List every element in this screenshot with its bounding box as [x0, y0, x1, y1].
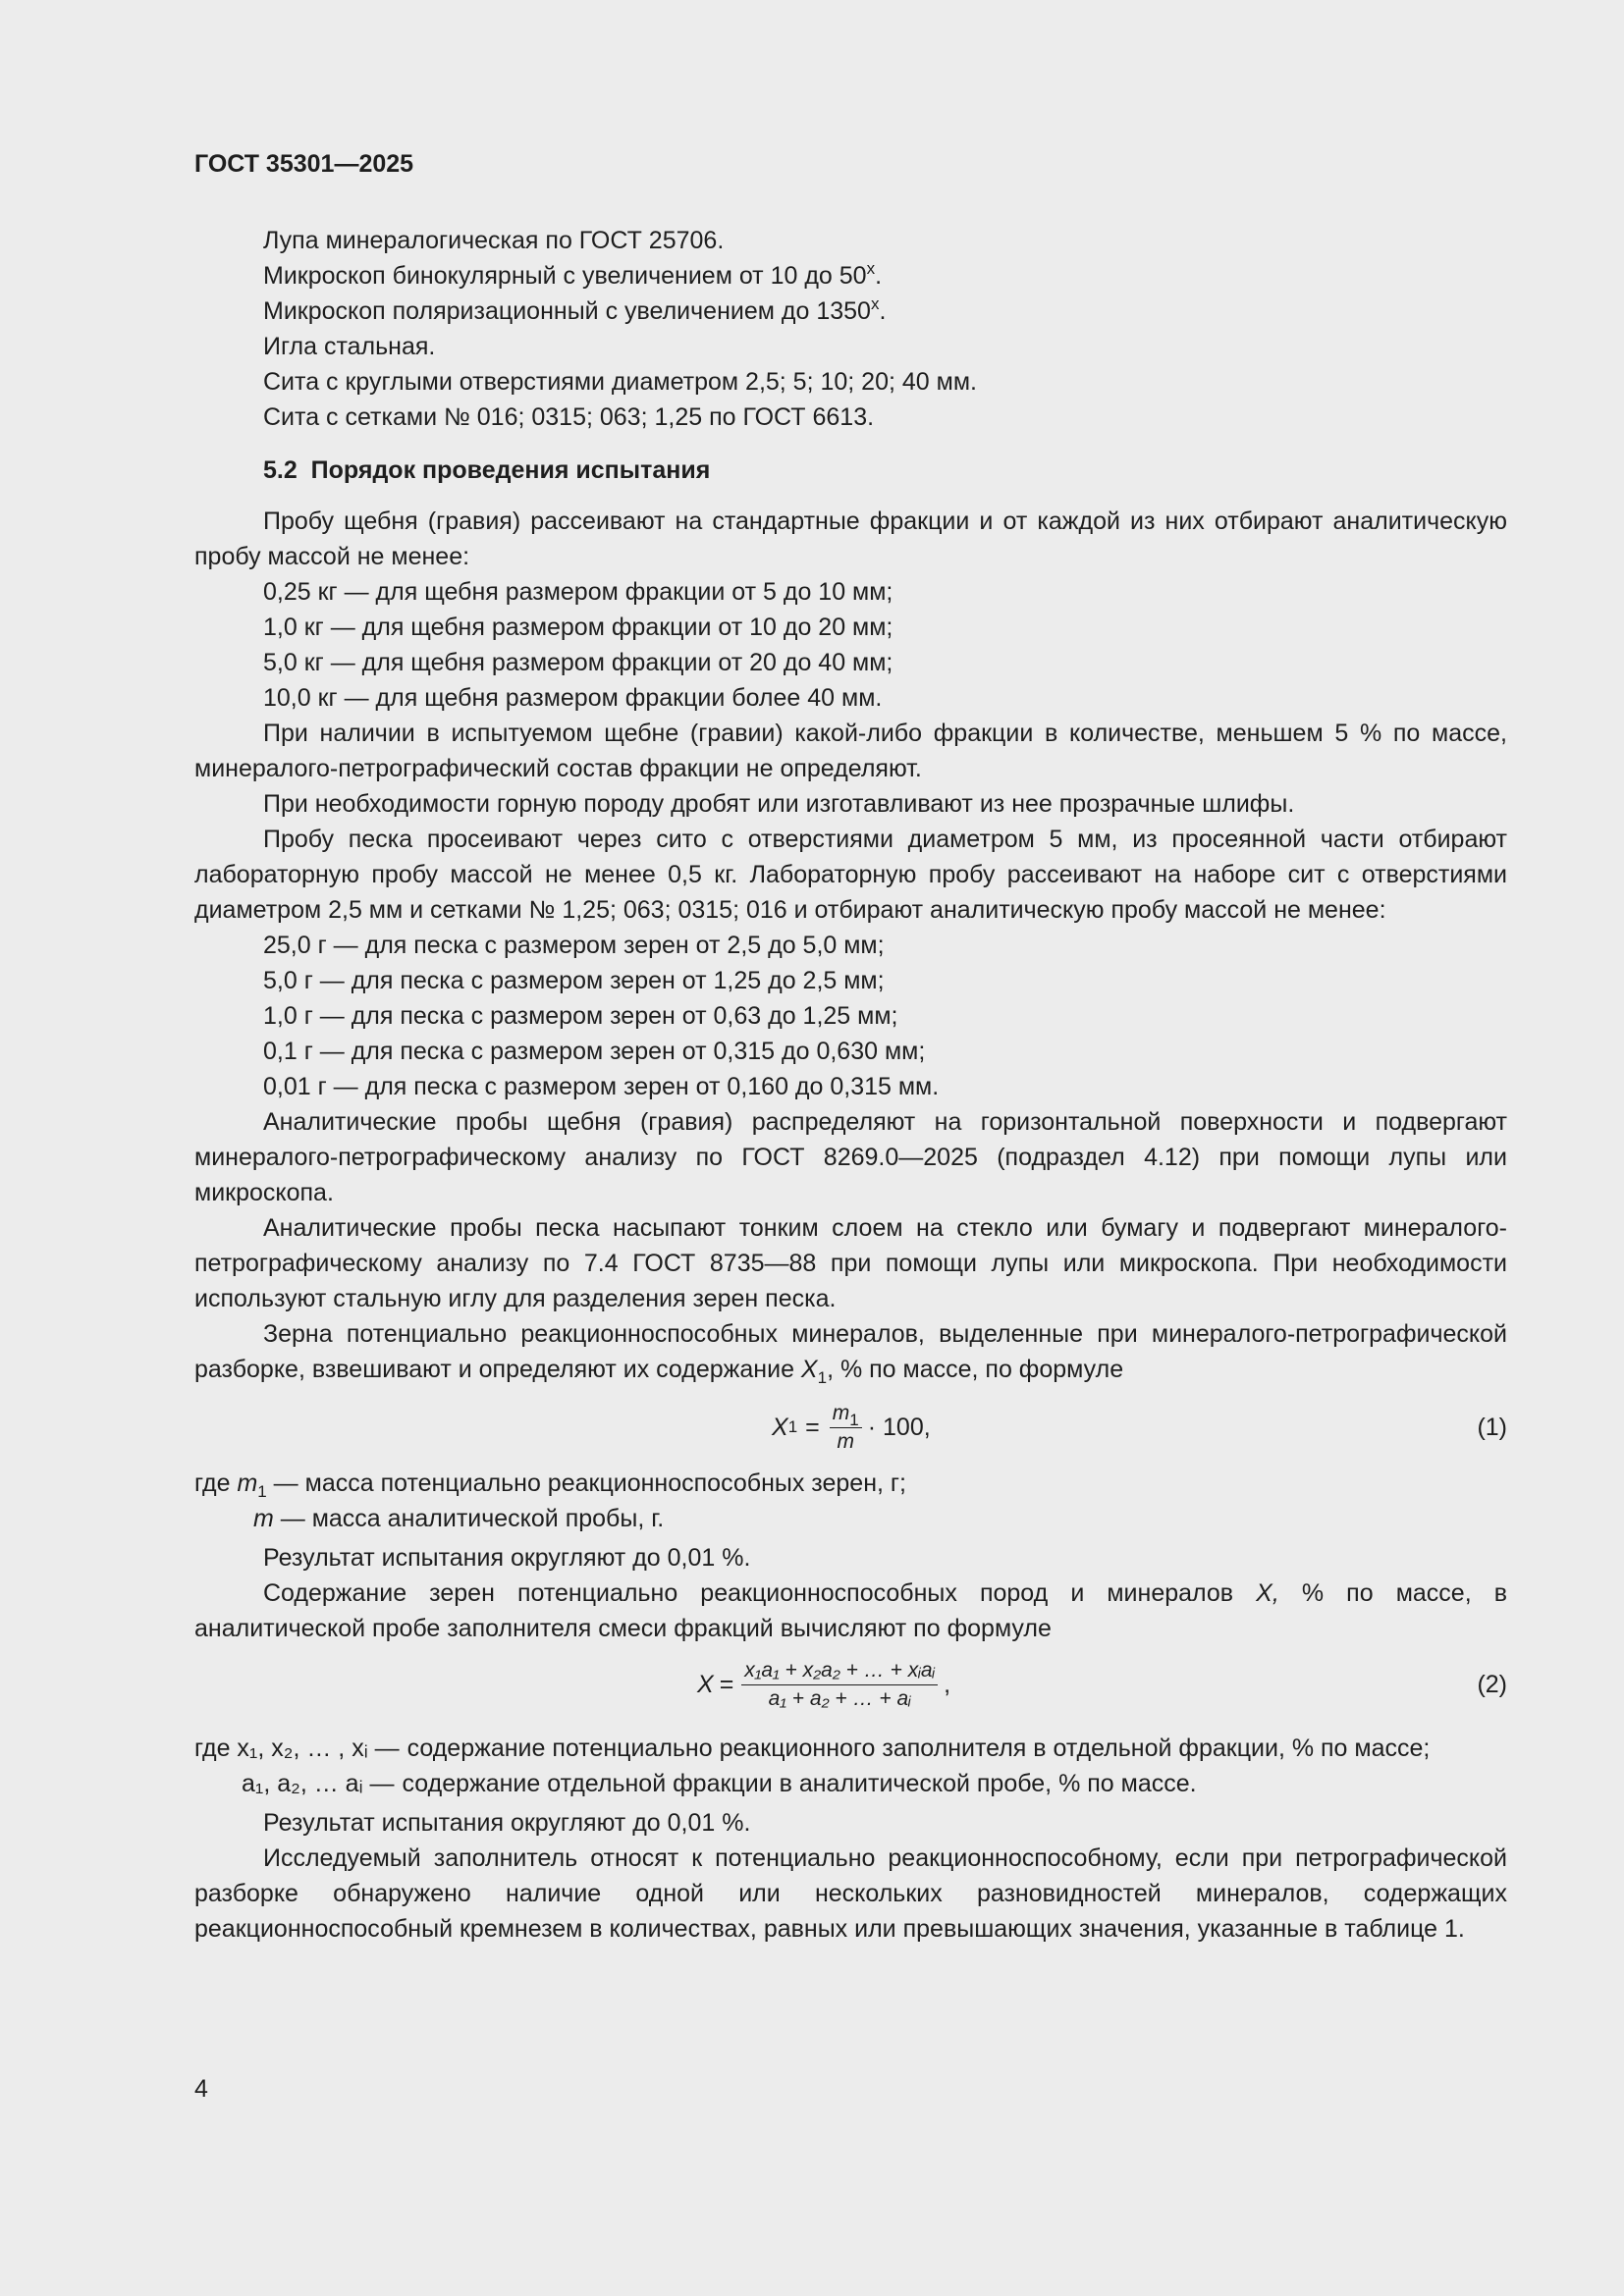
- sand-list-item: 25,0 г — для песка с размером зерен от 2,5 до 5,0 мм;: [263, 932, 885, 959]
- equipment-item: Лупа минералогическая по ГОСТ 25706.: [263, 227, 725, 254]
- formula-1-fraction: $\frac{m_1}{m}$: [830, 1401, 862, 1455]
- equipment-item: Микроскоп бинокулярный с увеличением от 10 до $50^х$.: [263, 259, 883, 290]
- where-x-text: содержание потенциально реакционного заполнителя в отдельной фракции, % по массе;: [406, 1735, 1431, 1762]
- formula-1-number: (1): [1477, 1414, 1507, 1441]
- paragraph-sand-analysis: Аналитические пробы песка насыпают тонким слоем на стекло или бумагу и подвергают минералого-петрографическому анализу по 7.4 ГОСТ 8735—88 при помощи лупы или микроскопа. При необходимости используют стальную иглу для разделения зерен песка.: [194, 1214, 1507, 1312]
- where-m: m — масса аналитической пробы, г.: [253, 1505, 665, 1532]
- equipment-item: Сита с круглыми отверстиями диаметром 2,5; 5; 10; 20; 40 мм.: [263, 368, 977, 396]
- where-a-label: a₁, a₂, … aᵢ —: [242, 1770, 395, 1797]
- gravel-list-item: 5,0 кг — для щебня размером фракции от 20 до 40 мм;: [263, 649, 893, 676]
- formula-2-number: (2): [1477, 1671, 1507, 1698]
- gravel-list-item: 0,25 кг — для щебня размером фракции от 5 до 10 мм;: [263, 578, 893, 606]
- where-a-text: содержание отдельной фракции в аналитической пробе, % по массе.: [402, 1770, 1197, 1797]
- sand-list-item: 0,01 г — для песка с размером зерен от 0,160 до 0,315 мм.: [263, 1073, 940, 1100]
- where-a: [194, 1766, 1507, 1801]
- paragraph-mix: Содержание зерен потенциально реакционноспособных пород и минералов X, % по массе, в аналитической пробе заполнителя смеси фракций вычисляют по формуле: [194, 1579, 1507, 1642]
- paragraph-result-2: Результат испытания округляют до 0,01 %.: [263, 1809, 751, 1837]
- gravel-list-item: 10,0 кг — для щебня размером фракции более 40 мм.: [263, 684, 883, 712]
- equipment-item: Сита с сетками № 016; 0315; 063; 1,25 по ГОСТ 6613.: [263, 403, 875, 431]
- formula-2-fraction: $\frac{\text{x₁a₁ + x₂a₂ + … + xᵢaᵢ}}{\text{a₁ + a₂ + … + aᵢ}}$: [741, 1658, 938, 1712]
- sand-list-item: 1,0 г — для песка с размером зерен от 0,63 до 1,25 мм;: [263, 1002, 898, 1030]
- equipment-item: Игла стальная.: [263, 333, 436, 360]
- paragraph-crush: При необходимости горную породу дробят или изготавливают из нее прозрачные шлифы.: [263, 790, 1295, 818]
- where-x-label: где x₁, x₂, … , xᵢ —: [194, 1735, 400, 1762]
- sand-list-item: 0,1 г — для песка с размером зерен от 0,315 до 0,630 мм;: [263, 1038, 926, 1065]
- paragraph-conclusion: Исследуемый заполнитель относят к потенциально реакционноспособному, если при петрографической разборке обнаружено наличие одной или нескольких разновидностей минералов, содержащих реакционноспособный кремнезем в количествах, равных или превышающих значения, указанные в таблице 1.: [194, 1844, 1507, 1943]
- formula-2: [194, 1650, 1507, 1719]
- where-x: [194, 1731, 1507, 1766]
- formula-2-expression: X = $\frac{\text{x₁a₁ + x₂a₂ + … + xᵢaᵢ}}{\text{a₁ + a₂ + … + aᵢ}}$ ,: [697, 1658, 951, 1710]
- paragraph-gravel-analysis: Аналитические пробы щебня (гравия) распределяют на горизонтальной поверхности и подвергают минералого-петрографическому анализу по ГОСТ 8269.0—2025 (подраздел 4.12) при помощи лупы или микроскопа.: [194, 1108, 1507, 1206]
- paragraph-sand-intro: Пробу песка просеивают через сито с отверстиями диаметром 5 мм, из просеянной части отбирают лабораторную пробу массой не менее 0,5 кг. Лабораторную пробу рассеивают на наборе сит с отверстиями диаметром 2,5 мм и сетками № 1,25; 063; 0315; 016 и отбирают аналитическую пробу массой не менее:: [194, 826, 1507, 924]
- paragraph-result-1: Результат испытания округляют до 0,01 %.: [263, 1544, 751, 1572]
- paragraph-grains: Зерна потенциально реакционноспособных минералов, выделенные при минералого-петрографической разборке, взвешивают и определяют их содержание $X_1$, % по массе, по формуле: [194, 1320, 1507, 1387]
- paragraph-gravel-intro: Пробу щебня (гравия) рассеивают на стандартные фракции и от каждой из них отбирают аналитическую пробу массой не менее:: [194, 507, 1507, 570]
- equipment-item: Микроскоп поляризационный с увеличением до $1350^х$.: [263, 294, 887, 325]
- formula-1-expression: X 1 = $\frac{m_1}{m}$ · 100,: [772, 1401, 931, 1453]
- document-code-header: ГОСТ 35301—2025: [194, 150, 414, 178]
- document-body: [194, 223, 1507, 1947]
- paragraph-small-fraction: При наличии в испытуемом щебне (гравии) какой-либо фракции в количестве, меньшем 5 % по массе, минералого-петрографический состав фракции не определяют.: [194, 720, 1507, 782]
- gravel-list-item: 1,0 кг — для щебня размером фракции от 10 до 20 мм;: [263, 614, 893, 641]
- section-heading: 5.2 Порядок проведения испытания: [263, 456, 711, 484]
- formula-1: [194, 1393, 1507, 1462]
- page-number: 4: [194, 2075, 208, 2103]
- sand-list-item: 5,0 г — для песка с размером зерен от 1,25 до 2,5 мм;: [263, 967, 885, 994]
- where-m1: где $m_1$ — масса потенциально реакционноспособных зерен, г;: [194, 1469, 906, 1501]
